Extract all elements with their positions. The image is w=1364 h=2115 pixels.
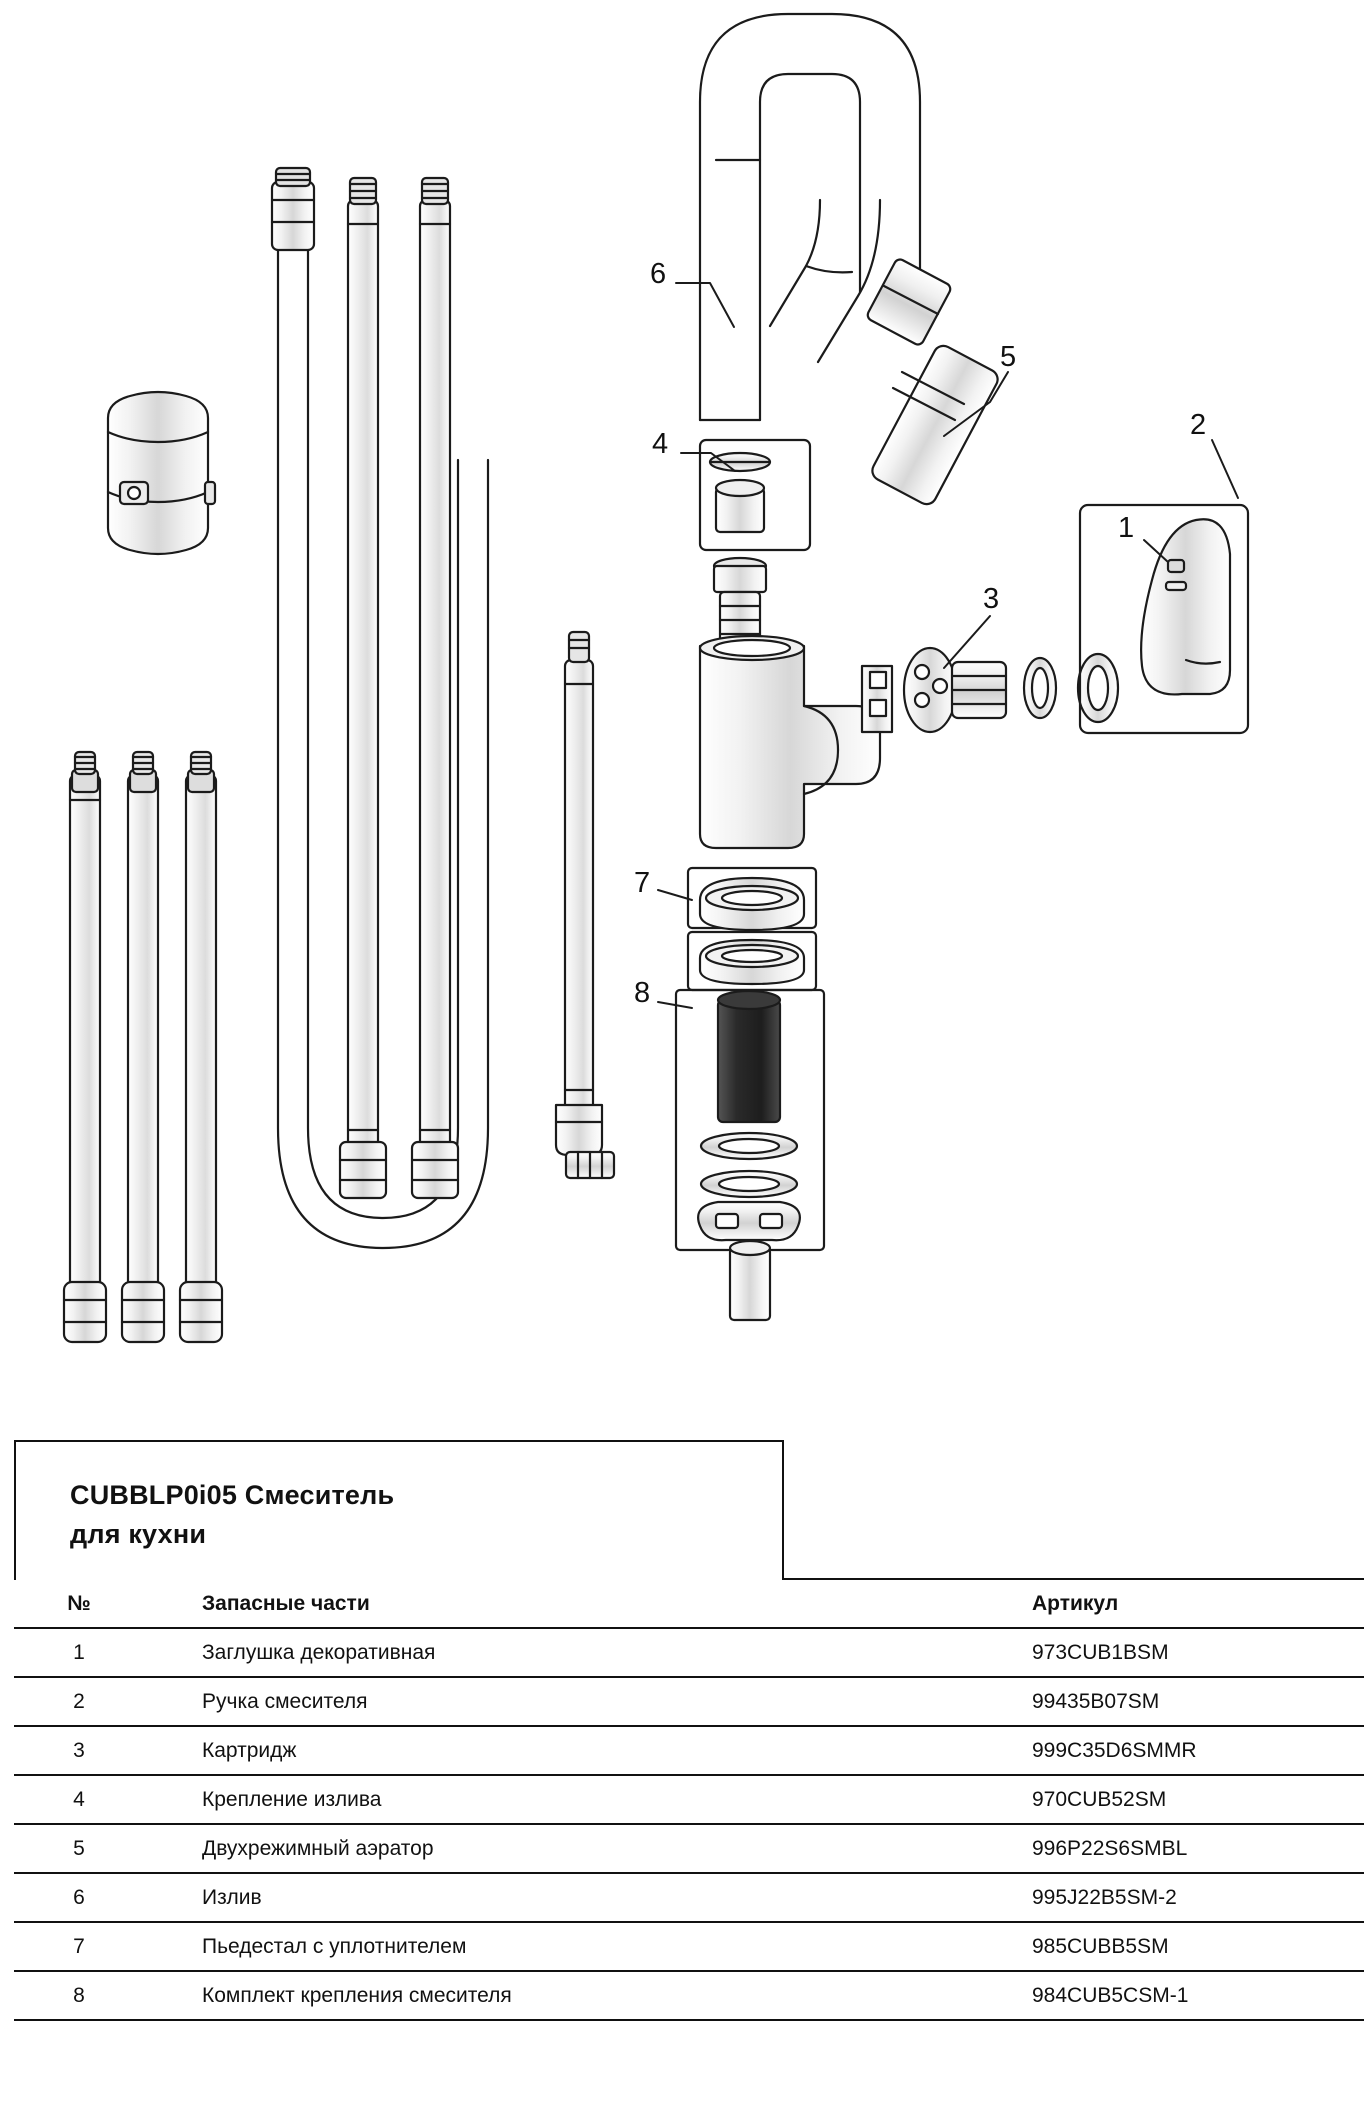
row-part-name: Картридж [144, 1726, 1022, 1775]
table-row [14, 1775, 1364, 1824]
pulldown-hose [272, 168, 488, 1248]
row-part-name: Комплект крепления смесителя [144, 1971, 1022, 2020]
row-number: 8 [14, 1971, 144, 2020]
supply-hose-c [556, 632, 614, 1178]
row-part-name: Двухрежимный аэратор [144, 1824, 1022, 1873]
table-row [14, 1726, 1364, 1775]
spare-parts-table [14, 1578, 1364, 2021]
row-part-name: Заглушка декоративная [144, 1628, 1022, 1677]
hose-short-1 [64, 752, 106, 1342]
row-article: 973CUB1BSM [1022, 1628, 1364, 1677]
spout-part [700, 14, 1001, 508]
supply-hose-a [340, 178, 386, 1198]
row-number: 2 [14, 1677, 144, 1726]
row-article: 985CUBB5SM [1022, 1922, 1364, 1971]
row-article: 996P22S6SMBL [1022, 1824, 1364, 1873]
row-number: 6 [14, 1873, 144, 1922]
pedestal-group [688, 868, 816, 990]
callout-5: 5 [1000, 341, 1017, 373]
row-article: 984CUB5CSM-1 [1022, 1971, 1364, 2020]
hose-short-2 [122, 752, 164, 1342]
parts-table-block [14, 1440, 1350, 2021]
callout-6: 6 [650, 258, 667, 290]
callout-1: 1 [1118, 512, 1135, 544]
row-article: 999C35D6SMMR [1022, 1726, 1364, 1775]
callout-7: 7 [634, 867, 651, 899]
callout-8: 8 [634, 977, 651, 1009]
product-title-line1: CUBBLP0i05 Смеситель [70, 1480, 395, 1510]
header-part-name: Запасные части [144, 1579, 1022, 1628]
row-part-name: Пьедестал с уплотнителем [144, 1922, 1022, 1971]
row-article: 995J22B5SM-2 [1022, 1873, 1364, 1922]
row-part-name: Крепление излива [144, 1775, 1022, 1824]
table-row [14, 1971, 1364, 2020]
table-row [14, 1922, 1364, 1971]
row-number: 7 [14, 1922, 144, 1971]
row-article: 99435B07SM [1022, 1677, 1364, 1726]
row-number: 4 [14, 1775, 144, 1824]
hose-short-3 [180, 752, 222, 1342]
mixer-body [700, 636, 880, 848]
row-number: 3 [14, 1726, 144, 1775]
header-number: № [14, 1579, 144, 1628]
row-number: 1 [14, 1628, 144, 1677]
supply-hose-b [412, 178, 458, 1198]
mounting-kit [676, 990, 824, 1320]
header-article: Артикул [1022, 1579, 1364, 1628]
row-article: 970CUB52SM [1022, 1775, 1364, 1824]
row-part-name: Ручка смесителя [144, 1677, 1022, 1726]
table-row [14, 1824, 1364, 1873]
table-row [14, 1873, 1364, 1922]
table-row [14, 1628, 1364, 1677]
table-row [14, 1677, 1364, 1726]
counterweight [108, 392, 215, 554]
callout-3: 3 [983, 583, 1000, 615]
row-part-name: Излив [144, 1873, 1022, 1922]
callout-2: 2 [1190, 409, 1207, 441]
row-number: 5 [14, 1824, 144, 1873]
callout-4: 4 [652, 428, 669, 460]
table-header-row [14, 1579, 1364, 1628]
product-title-box [14, 1440, 784, 1580]
product-title-line2: для кухни [70, 1519, 207, 1550]
